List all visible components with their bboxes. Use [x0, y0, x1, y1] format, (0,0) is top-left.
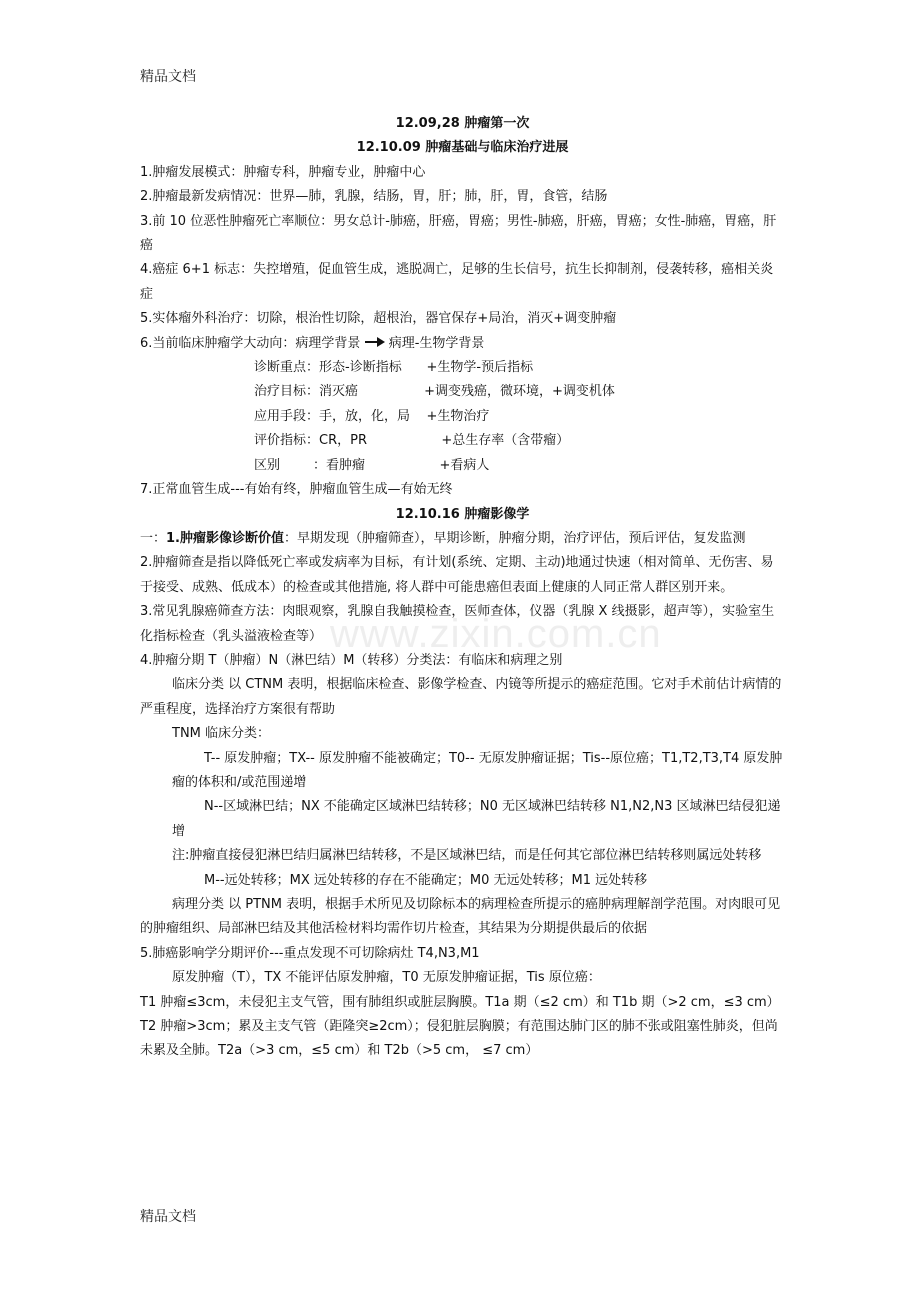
prefix: 一： [140, 530, 167, 546]
title-1: 12.09,28 肿瘤第一次 [395, 116, 530, 131]
paragraph: 原发肿瘤（T），TX 不能评估原发肿瘤，T0 无原发肿瘤证据，Tis 原位癌： [172, 970, 601, 986]
paragraph: 2.肿瘤筛查是指以降低死亡率或发病率为目标，有计划(系统、定期、主动)地通过快速（相对简单、无伤害、易于接受、成熟、低成本）的检查或其他措施, 将人群中可能患癌但表面上健康的人同正常人群区别开来。 [140, 555, 774, 595]
tnm-heading: TNM 临床分类： [172, 726, 271, 742]
tnm-m: M--远处转移；MX 远处转移的存在不能确定；M0 无远处转移；M1 远处转移 [204, 872, 648, 888]
comparison-row: 评价指标：CR，PR +总生存率（含带瘤） [254, 433, 570, 449]
bold-term: 1.肿瘤影像诊断价值 [166, 530, 284, 546]
paragraph-6-lead: 6.当前临床肿瘤学大动向：病理学背景 [140, 335, 361, 351]
paragraph-pathology: 病理分类 以 PTNM 表明，根据手术所见及切除标本的病理检查所提示的癌肿病理解剖学范围。对肉眼可见的肿瘤组织、局部淋巴结及其他活检材料均需作切片检查，其结果为分期提供最后的依据 [140, 897, 781, 937]
paragraph: 4.癌症 6+1 标志：失控增殖，促血管生成，逃脱凋亡，足够的生长信号，抗生长抑制剂，侵袭转移，癌相关炎症 [140, 262, 774, 302]
title-2: 12.10.09 肿瘤基础与临床治疗进展 [356, 140, 569, 156]
paragraph: 5.肺癌影响学分期评价---重点发现不可切除病灶 T4,N3,M1 [140, 945, 480, 961]
paragraph: 3.常见乳腺癌筛查方法：肉眼观察，乳腺自我触摸检查，医师查体，仪器（乳腺 X 线摄影，超声等），实验室生化指标检查（乳头溢液检查等） [140, 604, 775, 644]
paragraph: 3.前 10 位恶性肿瘤死亡率顺位：男女总计-肺癌，肝癌，胃癌；男性-肺癌，肝癌，胃癌；女性-肺癌，胃癌，肝癌 [140, 213, 777, 254]
tnm-note: 注:肿瘤直接侵犯淋巴结归属淋巴结转移，不是区域淋巴结，而是任何其它部位淋巴结转移则属远处转移 [172, 848, 762, 864]
page-footer: 精品文档 [140, 1209, 196, 1225]
paragraph: 7.正常血管生成---有始有终，肿瘤血管生成—有始无终 [140, 482, 453, 498]
tnm-t: T-- 原发肿瘤；TX-- 原发肿瘤不能被确定；T0-- 无原发肿瘤证据；Tis--原位癌；T1,T2,T3,T4 原发肿瘤的体积和/或范围递增 [172, 750, 783, 790]
paragraph-clinical: 临床分类 以 CTNM 表明，根据临床检查、影像学检查、内镜等所提示的癌症范围。它对手术前估计病情的严重程度，选择治疗方案很有帮助 [140, 677, 782, 717]
tnm-n: N--区域淋巴结；NX 不能确定区域淋巴结转移；N0 无区域淋巴结转移 N1,N2,N3 区域淋巴结侵犯递增 [172, 799, 781, 839]
document-body [140, 112, 785, 1064]
title-3: 12.10.16 肿瘤影像学 [395, 506, 530, 522]
paragraph: 1.肿瘤发展模式：肿瘤专科，肿瘤专业，肿瘤中心 [140, 164, 426, 180]
paragraph-6 [140, 332, 785, 356]
comparison-row: 诊断重点：形态-诊断指标 +生物学-预后指标 [254, 360, 534, 376]
paragraph: T1 肿瘤≤3cm，未侵犯主支气管，围有肺组织或脏层胸膜。T1a 期（≤2 cm）和 T1b 期（>2 cm，≤3 cm） [140, 994, 780, 1010]
right-arrow-icon [365, 336, 385, 348]
comparison-row: 区别 ：看肿瘤 +看病人 [254, 457, 490, 473]
page-header: 精品文档 [140, 69, 196, 85]
paragraph: 2.肿瘤最新发病情况：世界—肺，乳腺，结肠，胃，肝；肺，肝，胃，食管，结肠 [140, 189, 608, 205]
comparison-row: 治疗目标：消灭癌 +调变残癌，微环境，+调变机体 [254, 384, 615, 400]
paragraph-6-target: 病理-生物学背景 [388, 335, 485, 351]
rest-text: ：早期发现（肿瘤筛查），早期诊断，肿瘤分期，治疗评估，预后评估，复发监测 [284, 530, 746, 546]
paragraph: 5.实体瘤外科治疗：切除，根治性切除，超根治，器官保存+局治，消灭+调变肿瘤 [140, 311, 617, 327]
paragraph: 4.肿瘤分期 T（肿瘤）N（淋巴结）M（转移）分类法：有临床和病理之别 [140, 652, 563, 668]
paragraph-imaging-value [140, 527, 785, 551]
comparison-row: 应用手段：手，放，化，局 +生物治疗 [254, 408, 490, 424]
paragraph: T2 肿瘤>3cm；累及主支气管（距隆突≥2cm）；侵犯脏层胸膜；有范围达肺门区的肺不张或阻塞性肺炎，但尚未累及全肺。T2a（>3 cm，≤5 cm）和 T2b（>5 cm， ≤7 cm） [140, 1019, 778, 1059]
watermark: www.zixin.com.cn [330, 612, 662, 656]
